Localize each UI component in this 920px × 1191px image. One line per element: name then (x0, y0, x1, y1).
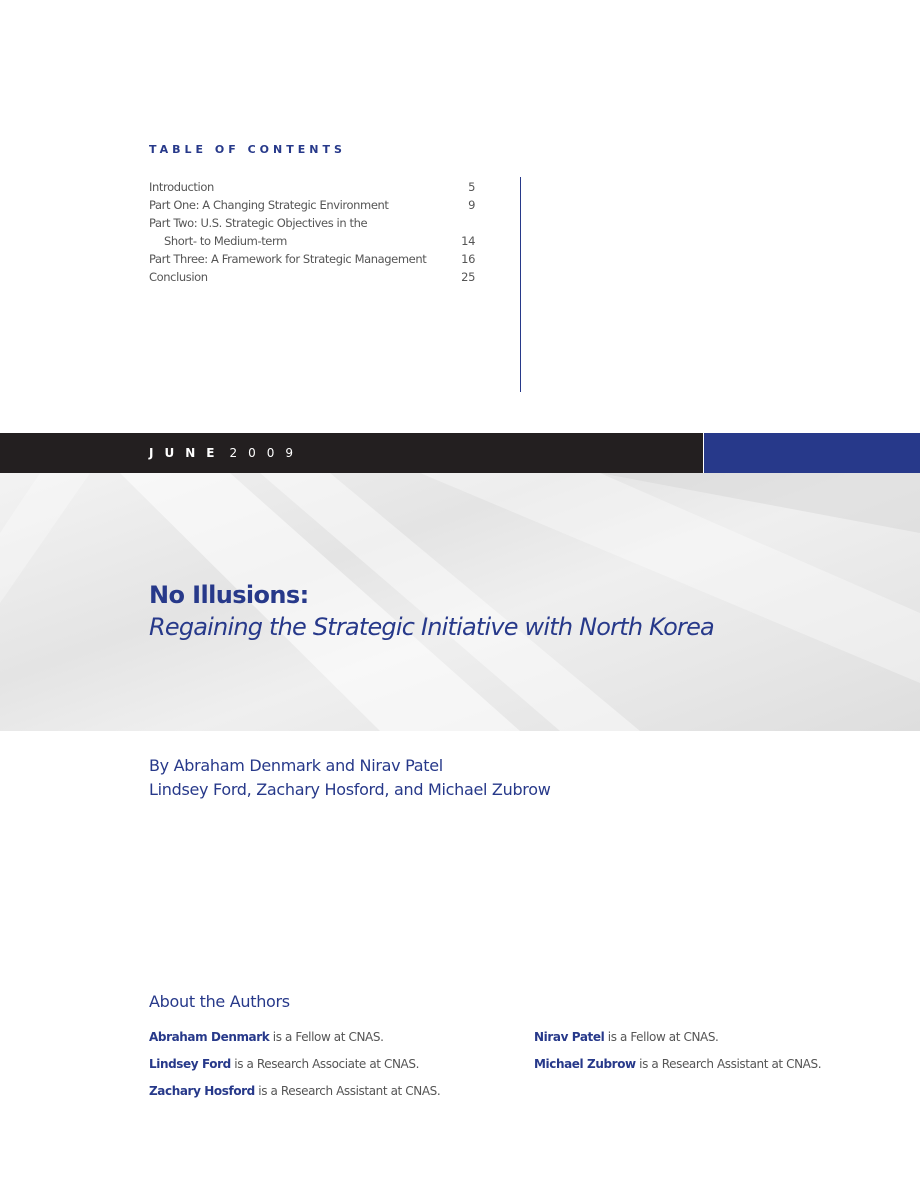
toc-entry-page: 14 (461, 234, 475, 248)
author-desc: is a Research Associate at CNAS. (230, 1057, 419, 1071)
toc-entry-title: Introduction (149, 180, 214, 194)
toc-entry[interactable] (149, 214, 475, 232)
toc-entry[interactable] (149, 250, 475, 268)
date-month: JUNE (149, 446, 226, 460)
toc-entry[interactable] (149, 268, 475, 286)
toc-entry-title: Part One: A Changing Strategic Environment (149, 198, 389, 212)
toc-entry-page (451, 214, 475, 232)
toc-entry[interactable] (149, 178, 475, 196)
toc-heading: TABLE OF CONTENTS (149, 143, 346, 156)
about-authors-heading: About the Authors (149, 992, 290, 1011)
author-bio (534, 1030, 718, 1044)
title-banner (0, 473, 920, 731)
toc-entry[interactable] (149, 196, 475, 214)
toc-entry-title: Conclusion (149, 270, 208, 284)
author-name: Michael Zubrow (534, 1057, 636, 1071)
author-desc: is a Research Assistant at CNAS. (635, 1057, 822, 1071)
toc-entry-page: 5 (468, 180, 475, 194)
toc-entry-title: Short- to Medium-term (164, 234, 287, 248)
banner-light-streaks (0, 473, 920, 731)
publication-date (149, 446, 304, 460)
author-name: Abraham Denmark (149, 1030, 270, 1044)
author-bio (149, 1030, 383, 1044)
author-bio (534, 1057, 821, 1071)
toc-list (149, 178, 475, 286)
report-subtitle: Regaining the Strategic Initiative with North Korea (149, 613, 714, 641)
author-bio (149, 1057, 419, 1071)
author-desc: is a Fellow at CNAS. (269, 1030, 384, 1044)
author-desc: is a Research Assistant at CNAS. (254, 1084, 441, 1098)
author-bio (149, 1084, 440, 1098)
toc-entry[interactable] (149, 232, 475, 250)
toc-entry-page: 25 (461, 270, 475, 284)
author-name: Zachary Hosford (149, 1084, 255, 1098)
date-year: 2009 (229, 446, 304, 460)
date-band-accent (704, 433, 920, 473)
byline-primary-authors: By Abraham Denmark and Nirav Patel (149, 756, 443, 775)
report-title: No Illusions: (149, 581, 309, 609)
toc-entry-page: 9 (468, 198, 475, 212)
toc-divider (520, 177, 521, 392)
author-name: Lindsey Ford (149, 1057, 231, 1071)
author-desc: is a Fellow at CNAS. (604, 1030, 719, 1044)
author-name: Nirav Patel (534, 1030, 605, 1044)
date-band (0, 433, 703, 473)
toc-entry-title: Part Two: U.S. Strategic Objectives in the (149, 216, 368, 230)
toc-entry-page: 16 (461, 252, 475, 266)
toc-entry-title: Part Three: A Framework for Strategic Management (149, 252, 427, 266)
byline (149, 754, 551, 802)
byline-contributing-authors: Lindsey Ford, Zachary Hosford, and Michael Zubrow (149, 780, 551, 799)
